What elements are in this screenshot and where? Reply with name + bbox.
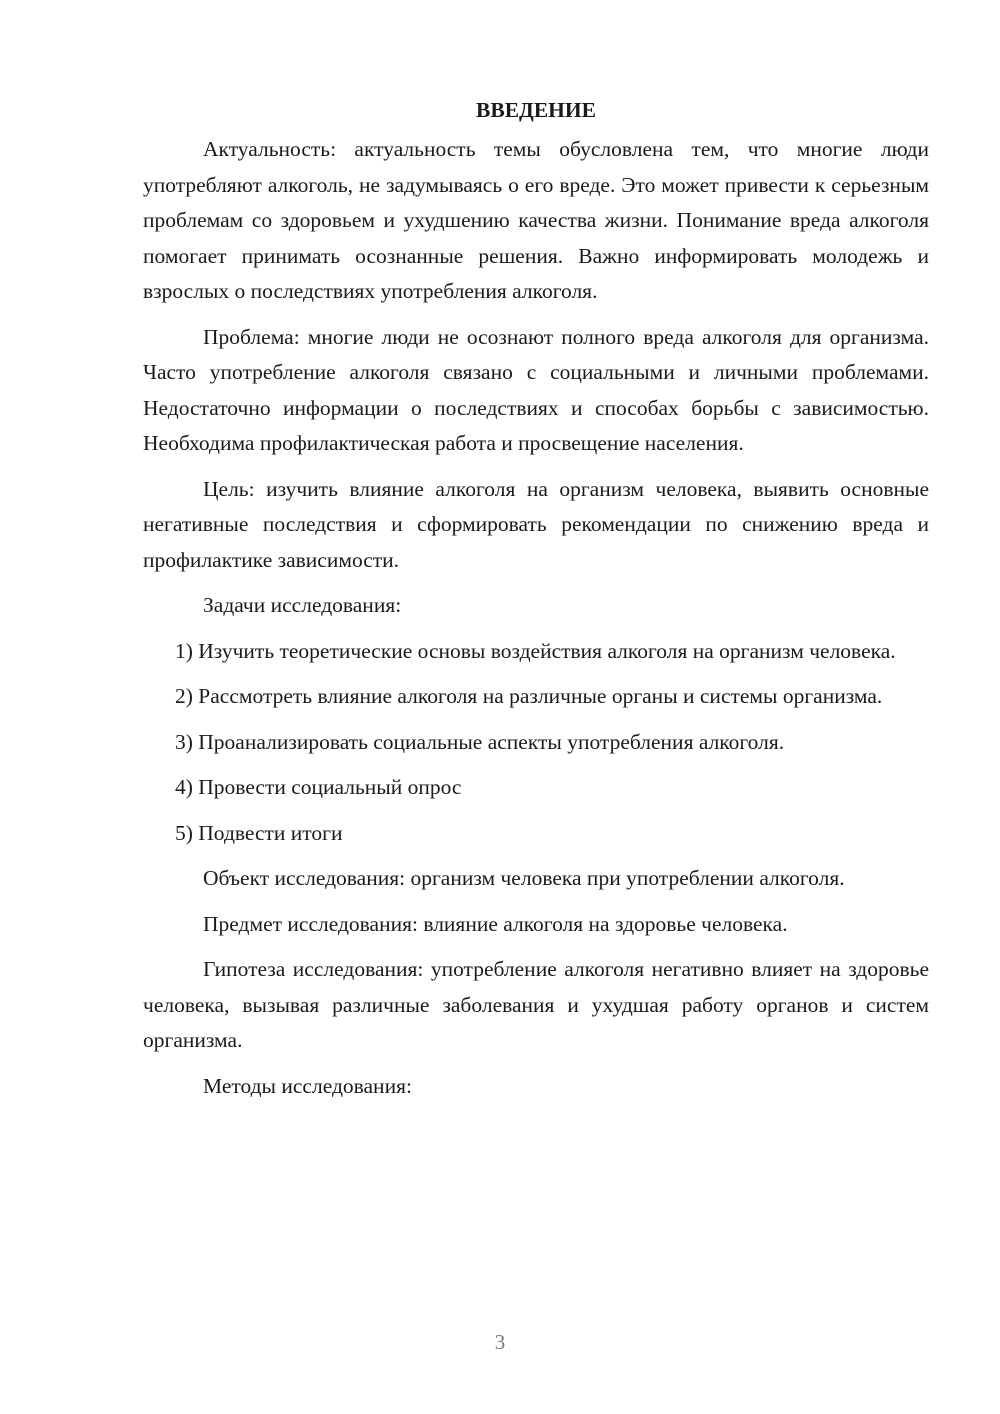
section-title: ВВЕДЕНИЕ [476,98,596,122]
hypothesis-paragraph: Гипотеза исследования: употребление алкоголя негативно влияет на здоровье человека, вызывая различные заболевания и ухудшая работу органов и систем организма. [143,957,929,1052]
task-item-2: 2) Рассмотреть влияние алкоголя на различные органы и системы организма. [175,684,883,708]
tasks-heading: Задачи исследования: [203,593,402,617]
relevance-paragraph: Актуальность: актуальность темы обусловлена тем, что многие люди употребляют алкоголь, не задумываясь о его вреде. Это может привести к серьезным проблемам со здоровьем и ухудшению качества жизни. Понимание вреда алкоголя помогает принимать осознанные решения. Важно информировать молодежь и взрослых о последствиях употребления алкоголя. [143,137,929,303]
object-paragraph: Объект исследования: организм человека при употреблении алкоголя. [203,866,845,890]
problem-paragraph: Проблема: многие люди не осознают полного вреда алкоголя для организма. Часто употребление алкоголя связано с социальными и личными проблемами. Недостаточно информации о последствиях и способах борьбы с зависимостью. Необходима профилактическая работа и просвещение населения. [143,324,929,455]
page-content [143,92,929,1114]
methods-heading: Методы исследования: [203,1073,412,1098]
task-item-3: 3) Проанализировать социальные аспекты употребления алкоголя. [175,729,785,754]
subject-paragraph: Предмет исследования: влияние алкоголя на здоровье человека. [203,911,788,936]
task-item-4: 4) Провести социальный опрос [175,775,462,799]
goal-paragraph: Цель: изучить влияние алкоголя на организм человека, выявить основные негативные последствия и сформировать рекомендации по снижению вреда и профилактике зависимости. [143,476,929,572]
task-item-5: 5) Подвести итоги [175,820,343,845]
page-number: 3 [494,1330,506,1354]
task-item-1: 1) Изучить теоретические основы воздействия алкоголя на организм человека. [175,638,896,663]
